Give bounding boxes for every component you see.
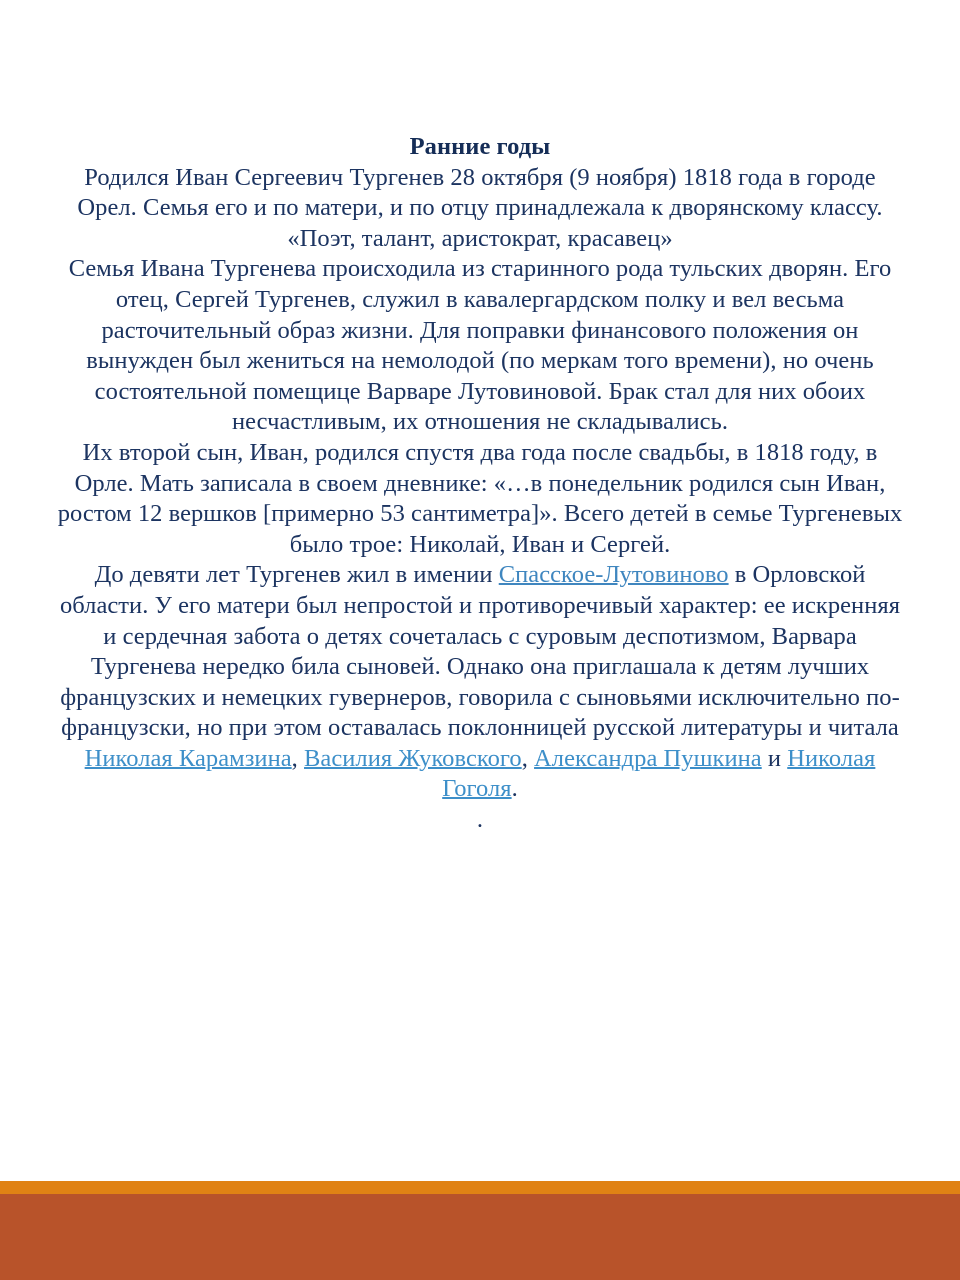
page-title: Ранние годы bbox=[409, 133, 551, 160]
text-run: в Орловской области. У его матери был непростой и противоречивый характер: ее искренняя и сердечная забота о детях сочеталась с суровым деспотизмом, Варвара Тургенева нередко била сыновей. Однако она приглашала к детям лучших французских и немецких гувернеров, говорила с сыновьями исключительно по-французски, но при этом оставалась поклонницей русской литературы и читала bbox=[59, 561, 901, 742]
text-run: Родился Иван Сергеевич Тургенев 28 октября (9 ноября) 1818 года в городе Орел. Семья его и по матери, и по отцу принадлежала к дворянскому классу. bbox=[77, 163, 883, 222]
document-text-block bbox=[55, 132, 905, 836]
paragraph-epithet bbox=[55, 224, 905, 255]
paragraph-spasskoye bbox=[55, 560, 905, 805]
paragraph-family-origin bbox=[55, 254, 905, 438]
paragraph-birth bbox=[55, 163, 905, 224]
text-run: До девяти лет Тургенев жил в имении bbox=[94, 561, 499, 589]
hyperlink[interactable]: Николая Карамзина bbox=[84, 744, 292, 772]
text-run: . bbox=[511, 775, 518, 803]
paragraph-second-son bbox=[55, 438, 905, 560]
text-run: , bbox=[521, 744, 535, 772]
orange-accent-bar bbox=[0, 1181, 960, 1194]
text-run: «Поэт, талант, аристократ, красавец» bbox=[287, 224, 673, 252]
text-run: . bbox=[476, 806, 484, 834]
hyperlink[interactable]: Николая Гоголя bbox=[442, 744, 876, 803]
hyperlink[interactable]: Спасское-Лутовиново bbox=[498, 561, 729, 589]
terracotta-footer-bar bbox=[0, 1194, 960, 1280]
hyperlink[interactable]: Василия Жуковского bbox=[304, 744, 522, 772]
text-run: и bbox=[761, 744, 788, 772]
text-run: , bbox=[291, 744, 305, 772]
paragraph-trailing-dot bbox=[55, 805, 905, 836]
text-run: Их второй сын, Иван, родился спустя два года после свадьбы, в 1818 году, в Орле. Мать записала в своем дневнике: «…в понедельник родился сын Иван, ростом 12 вершков [примерно 53 сантиметра]». Всего детей в семье Тургеневых было трое: Николай, Иван и Сергей. bbox=[57, 438, 903, 558]
hyperlink[interactable]: Александра Пушкина bbox=[534, 744, 762, 772]
text-run: Семья Ивана Тургенева происходила из старинного рода тульских дворян. Его отец, Сергей Тургенев, служил в кавалергардском полку и вел весьма расточительный образ жизни. Для поправки финансового положения он вынужден был жениться на немолодой (по меркам того времени), но очень состоятельной помещице Варваре Лутовиновой. Брак стал для них обоих несчастливым, их отношения не складывались. bbox=[68, 255, 892, 436]
